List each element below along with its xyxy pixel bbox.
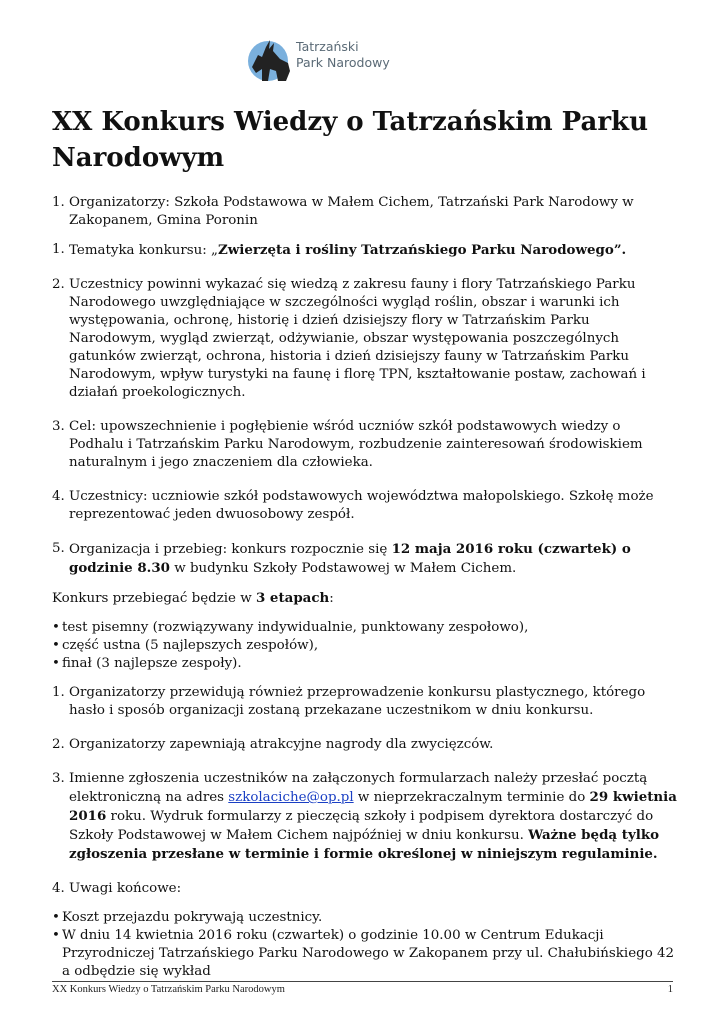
list-number: 2. bbox=[52, 737, 65, 752]
registration-text-c: roku. Wydruk formularzy z pieczęcią szkoły i podpisem dyrektora dostarczyć do Szkoły Podstawowej w Małem Cichem najpóźniej w dniu konkursu. bbox=[69, 809, 654, 843]
bullet-icon: • bbox=[52, 638, 60, 653]
participants-knowledge-text: Uczestnicy powinni wykazać się wiedzą z zakresu fauny i flory Tatrzańskiego Parku Narodowego uwzględniające w szczególności wygląd roślin, obszar i warunki ich występowania, ochronę, historię i dzień dzisiejszy flory w Tatrzańskim Parku Narodowym, wygląd zwierząt, odżywianie, obszar występowania poszczególnych gatunków zwierząt, ochrona, historia i dzień dzisiejszy fauny w Tatrzańskim Parku Narodowym, wpływ turystyki na faunę i florę TPN, kształtowanie postaw, zachowań i działań proekologicznych. bbox=[69, 277, 646, 400]
bullet-text: finał (3 najlepsze zespoły). bbox=[62, 656, 242, 671]
list-item bbox=[52, 488, 677, 524]
stages-paragraph bbox=[52, 589, 677, 608]
list-item bbox=[52, 540, 677, 578]
list-number: 1. bbox=[52, 685, 65, 700]
page-footer bbox=[52, 984, 673, 996]
registration-deadline: 29 kwietnia 2016 bbox=[69, 789, 677, 824]
list-item bbox=[52, 880, 677, 898]
list-item bbox=[52, 684, 677, 720]
footer-divider bbox=[52, 981, 673, 982]
page-title: XX Konkurs Wiedzy o Tatrzańskim Parku Narodowym bbox=[52, 107, 648, 173]
bullet-item bbox=[52, 655, 677, 673]
logo-line-2: Park Narodowy bbox=[296, 55, 390, 70]
bullet-icon: • bbox=[52, 928, 60, 943]
list-item bbox=[52, 770, 677, 864]
page-number: 1 bbox=[667, 984, 673, 995]
logo-line-1: Tatrzański bbox=[296, 39, 359, 54]
document-body bbox=[52, 194, 677, 981]
topic-title: Zwierzęta i rośliny Tatrzańskiego Parku Narodowego”. bbox=[217, 242, 627, 258]
bullet-text: test pisemny (rozwiązywany indywidualnie, punktowany zespołowo), bbox=[62, 620, 529, 635]
organization-prefix: Organizacja i przebieg: konkurs rozpocznie się bbox=[69, 542, 392, 557]
chamois-logo-icon bbox=[248, 37, 296, 83]
organization-suffix: w budynku Szkoły Podstawowej w Małem Cichem. bbox=[169, 561, 517, 576]
list-number: 4. bbox=[52, 881, 65, 896]
bullet-item bbox=[52, 927, 677, 981]
email-link[interactable]: szkolaciche@op.pl bbox=[228, 790, 354, 805]
list-item bbox=[52, 241, 677, 260]
list-number: 1. bbox=[52, 195, 65, 210]
list-number: 1. bbox=[52, 242, 65, 257]
footer-title: XX Konkurs Wiedzy o Tatrzańskim Parku Narodowym bbox=[52, 984, 285, 995]
prizes-text: Organizatorzy zapewniają atrakcyjne nagrody dla zwycięzców. bbox=[69, 737, 494, 752]
bullet-item bbox=[52, 637, 677, 655]
goal-text: Cel: upowszechnienie i pogłębienie wśród uczniów szkół podstawowych wiedzy o Podhalu i Tatrzańskim Parku Narodowym, rozbudzenie zainteresowań środowiskiem naturalnym i jego znaczeniem dla człowieka. bbox=[69, 419, 643, 470]
registration-warning: Ważne będą tylko zgłoszenia przesłane w terminie i formie określonej w niniejszym regulaminie. bbox=[69, 827, 660, 862]
registration-text-b: w nieprzekraczalnym terminie do bbox=[353, 790, 590, 805]
list-item bbox=[52, 276, 677, 402]
bullet-item bbox=[52, 909, 677, 927]
list-number: 2. bbox=[52, 277, 65, 292]
list-item bbox=[52, 418, 677, 472]
bullet-icon: • bbox=[52, 620, 60, 635]
topic-prefix: Tematyka konkursu: „ bbox=[69, 243, 218, 258]
stages-suffix: : bbox=[329, 591, 334, 606]
contest-date: 12 maja 2016 roku (czwartek) o godzinie 8.30 bbox=[69, 541, 631, 576]
bullet-text: część ustna (5 najlepszych zespołów), bbox=[62, 638, 319, 653]
registration-text-a: Imienne zgłoszenia uczestników na załączonych formularzach należy przesłać pocztą elektroniczną na adres bbox=[69, 771, 648, 805]
logo-text bbox=[296, 39, 390, 71]
list-number: 3. bbox=[52, 771, 65, 786]
list-item bbox=[52, 194, 677, 230]
bullet-item bbox=[52, 619, 677, 637]
organizers-text: Organizatorzy: Szkoła Podstawowa w Małem Cichem, Tatrzański Park Narodowy w Zakopanem, Gmina Poronin bbox=[69, 195, 634, 228]
bullet-text: W dniu 14 kwietnia 2016 roku (czwartek) o godzinie 10.00 w Centrum Edukacji Przyrodniczej Tatrzańskiego Parku Narodowego w Zakopanem przy ul. Chałubińskiego 42 a odbędzie się wykład bbox=[62, 928, 675, 979]
bullet-icon: • bbox=[52, 910, 60, 925]
participants-text: Uczestnicy: uczniowie szkół podstawowych województwa małopolskiego. Szkołę może reprezentować jeden dwuosobowy zespół. bbox=[69, 489, 654, 522]
stages-prefix: Konkurs przebiegać będzie w bbox=[52, 591, 256, 606]
list-number: 3. bbox=[52, 419, 65, 434]
bullet-text: Koszt przejazdu pokrywają uczestnicy. bbox=[62, 910, 323, 925]
list-item bbox=[52, 736, 677, 754]
stages-count: 3 etapach bbox=[255, 590, 330, 606]
final-remarks-heading: Uwagi końcowe: bbox=[69, 881, 182, 896]
art-contest-text: Organizatorzy przewidują również przeprowadzenie konkursu plastycznego, którego hasło i sposób organizacji zostaną przekazane uczestnikom w dniu konkursu. bbox=[69, 685, 646, 718]
bullet-icon: • bbox=[52, 656, 60, 671]
list-number: 5. bbox=[52, 541, 65, 556]
list-number: 4. bbox=[52, 489, 65, 504]
